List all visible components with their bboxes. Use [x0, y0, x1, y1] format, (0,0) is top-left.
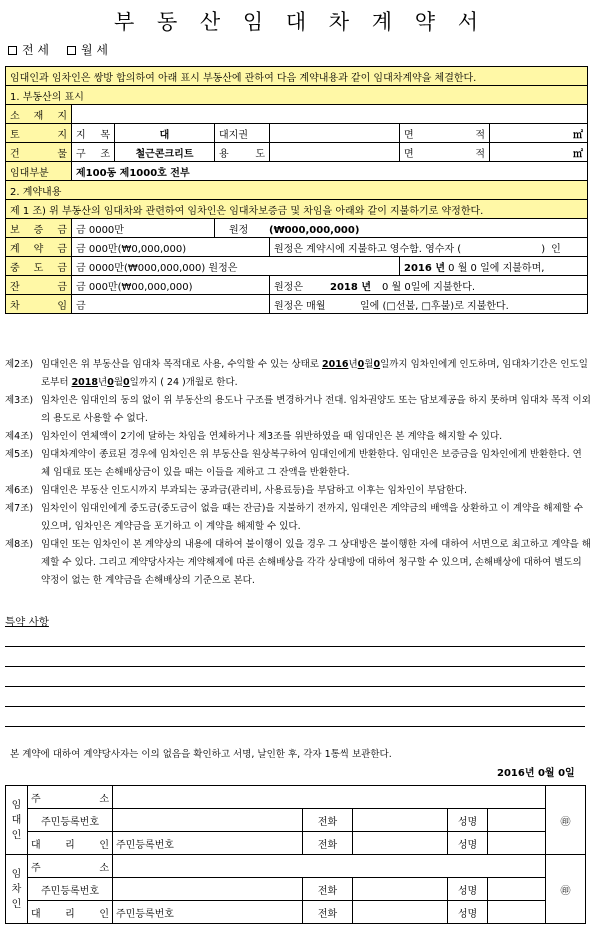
land-right-label: 대지권	[215, 124, 270, 143]
term-4: 제4조) 임차인이 연체액이 2기에 달하는 차임을 연체하거나 제3조를 위반하였을 때 임대인은 본 계약을 해지할 수 있다.	[5, 431, 503, 442]
lessee-agent-name-field[interactable]	[488, 901, 546, 924]
use-label: 용 도	[215, 143, 270, 162]
land-area-label: 면 적	[400, 124, 490, 143]
rent-amount: 금	[72, 295, 270, 314]
contract-date: 2016년 0월 0일	[497, 768, 575, 779]
jeonse-option[interactable]: 전 세	[8, 41, 49, 58]
contract-terms	[5, 356, 591, 590]
lessee-name-field[interactable]	[488, 878, 546, 901]
structure-label: 구 조	[72, 143, 115, 162]
lessor-label: 임 대 인	[6, 786, 28, 855]
confirmation-text: 본 계약에 대하여 계약당사자는 이의 없음을 확인하고 서명, 날인한 후, 각자 1통씩 보관한다.	[10, 749, 392, 760]
special-terms-line[interactable]	[5, 726, 585, 727]
land-right-value[interactable]	[270, 124, 400, 143]
special-terms-label: 특약 사항	[5, 616, 49, 628]
balance-amount: 금 000만(₩00,000,000)	[72, 276, 270, 295]
rent-terms: 원정은 매월 일에 (□선불, □후불)로 지불한다.	[270, 295, 588, 314]
lessor-name-field[interactable]	[488, 809, 546, 832]
wolse-option[interactable]: 월 세	[67, 41, 108, 58]
structure-value: 철근콘크리트	[115, 143, 215, 162]
down-payment-amount: 금 000만(₩0,000,000)	[72, 238, 270, 257]
land-category-label: 지 목	[72, 124, 115, 143]
checkbox-icon[interactable]	[67, 46, 76, 55]
rented-part-label: 임대부분	[6, 162, 72, 181]
lessee-phone-field[interactable]	[353, 878, 448, 901]
balance-date: 원정은 2018 년 0 월 0일에 지불한다.	[270, 276, 588, 295]
lessee-address-label: 주 소	[28, 855, 113, 878]
lessee-agent-label: 대 리 인	[28, 901, 113, 924]
interim-payment-label: 중 도 금	[6, 257, 72, 276]
contract-type-options	[8, 41, 108, 58]
land-area-unit: ㎡	[490, 124, 588, 143]
lessor-agent-phone-label: 전화	[303, 832, 353, 855]
article-1: 제 1 조) 위 부동산의 임대차와 관련하여 임차인은 임대차보증금 및 차임을 아래와 같이 지불하기로 약정한다.	[6, 200, 588, 219]
use-value[interactable]	[270, 143, 400, 162]
term-7: 제7조) 임차인이 임대인에게 중도금(중도금이 없을 때는 잔금)을 지불하기 전까지, 임대인은 계약금의 배액을 상환하고 이 계약을 해제할 수 있으며, 임차인은 계약금을 포기하고 이 계약을 해제할 수 있다.	[5, 503, 584, 532]
building-area-unit: ㎡	[490, 143, 588, 162]
lessee-seal-icon: ㊞	[546, 855, 586, 924]
deposit-label: 보 증 금	[6, 219, 72, 238]
lessee-agent-reg[interactable]: 주민등록번호	[113, 901, 303, 924]
property-heading: 1. 부동산의 표시	[6, 86, 588, 105]
lessor-reg-label: 주민등록번호	[28, 809, 113, 832]
contract-table	[5, 66, 588, 314]
lessee-address-field[interactable]	[113, 855, 546, 878]
term-8: 제8조) 임대인 또는 임차인이 본 계약상의 내용에 대하여 불이행이 있을 경우 그 상대방은 불이행한 자에 대하여 서면으로 최고하고 계약을 해제할 수 있다. 그리고 계약당사자는 계약해제에 따른 손해배상을 각각 상대방에 대하여 청구할 수 있으며, 손해배상에 대하여 별도의 약정이 없는 한 계약금을 손해배상의 기준으로 본다.	[5, 539, 591, 586]
location-value[interactable]	[72, 105, 588, 124]
document-title: 부 동 산 임 대 차 계 약 서	[114, 10, 486, 34]
special-terms-line[interactable]	[5, 706, 585, 707]
lessor-agent-reg[interactable]: 주민등록번호	[113, 832, 303, 855]
deposit-amount: 금 0000만	[72, 219, 215, 238]
contract-heading: 2. 계약내용	[6, 181, 588, 200]
signature-table	[5, 785, 586, 924]
lessor-name-label: 성명	[448, 809, 488, 832]
checkbox-icon[interactable]	[8, 46, 17, 55]
rented-part-value: 제100동 제1000호 전부	[72, 162, 588, 181]
lessor-phone-label: 전화	[303, 809, 353, 832]
lessee-phone-label: 전화	[303, 878, 353, 901]
interim-payment-date: 2016 년 0 월 0 일에 지불하며,	[400, 257, 588, 276]
lessee-reg-field[interactable]	[113, 878, 303, 901]
rent-label: 차 임	[6, 295, 72, 314]
lessee-label: 임 차 인	[6, 855, 28, 924]
lessor-reg-field[interactable]	[113, 809, 303, 832]
lessor-address-label: 주 소	[28, 786, 113, 809]
down-payment-label: 계 약 금	[6, 238, 72, 257]
term-2: 제2조) 임대인은 위 부동산을 임대차 목적대로 사용, 수익할 수 있는 상태로 2016년0월0일까지 임차인에게 인도하며, 임대차기간은 인도일로부터 2018년0월0일까지 ( 24 )개월로 한다.	[5, 359, 588, 388]
term-5: 제5조) 임대차계약이 종료된 경우에 임차인은 위 부동산을 원상복구하여 임대인에게 반환한다. 임대인은 보증금을 임차인에게 반환한다. 연체 임대료 또는 손해배상금이 있을 때는 이들을 제하고 그 잔액을 반환한다.	[5, 449, 582, 478]
lessee-name-label: 성명	[448, 878, 488, 901]
building-label: 건 물	[6, 143, 72, 162]
building-area-label: 면 적	[400, 143, 490, 162]
lessee-agent-phone-label: 전화	[303, 901, 353, 924]
lessor-agent-name-label: 성명	[448, 832, 488, 855]
lessor-agent-name-field[interactable]	[488, 832, 546, 855]
term-3: 제3조) 임차인은 임대인의 동의 없이 위 부동산의 용도나 구조를 변경하거나 전대. 임차권양도 또는 담보제공을 하지 못하며 임대차 목적 이외의 용도로 사용할 수 없다.	[5, 395, 591, 424]
down-payment-detail: 원정은 계약시에 지불하고 영수함. 영수자 ( ) 인	[270, 238, 588, 257]
land-category-value: 대	[115, 124, 215, 143]
intro-text: 임대인과 임차인은 쌍방 합의하여 아래 표시 부동산에 관하여 다음 계약내용과 같이 임대차계약을 체결한다.	[6, 67, 588, 86]
location-label: 소 재 지	[6, 105, 72, 124]
balance-label: 잔 금	[6, 276, 72, 295]
lessee-agent-name-label: 성명	[448, 901, 488, 924]
lessor-phone-field[interactable]	[353, 809, 448, 832]
deposit-detail: 원정 (₩000,000,000)	[215, 219, 588, 238]
lessee-reg-label: 주민등록번호	[28, 878, 113, 901]
lessor-agent-label: 대 리 인	[28, 832, 113, 855]
land-label: 토 지	[6, 124, 72, 143]
lessor-address-field[interactable]	[113, 786, 546, 809]
special-terms-line[interactable]	[5, 666, 585, 667]
term-6: 제6조) 임대인은 부동산 인도시까지 부과되는 공과금(관리비, 사용료등)을 부담하고 이후는 임차인이 부담한다.	[5, 485, 468, 496]
special-terms-line[interactable]	[5, 646, 585, 647]
lessor-agent-phone-field[interactable]	[353, 832, 448, 855]
interim-payment-amount: 금 0000만(₩000,000,000) 원정은	[72, 257, 400, 276]
special-terms-line[interactable]	[5, 686, 585, 687]
lessee-agent-phone-field[interactable]	[353, 901, 448, 924]
lessor-seal-icon: ㊞	[546, 786, 586, 855]
